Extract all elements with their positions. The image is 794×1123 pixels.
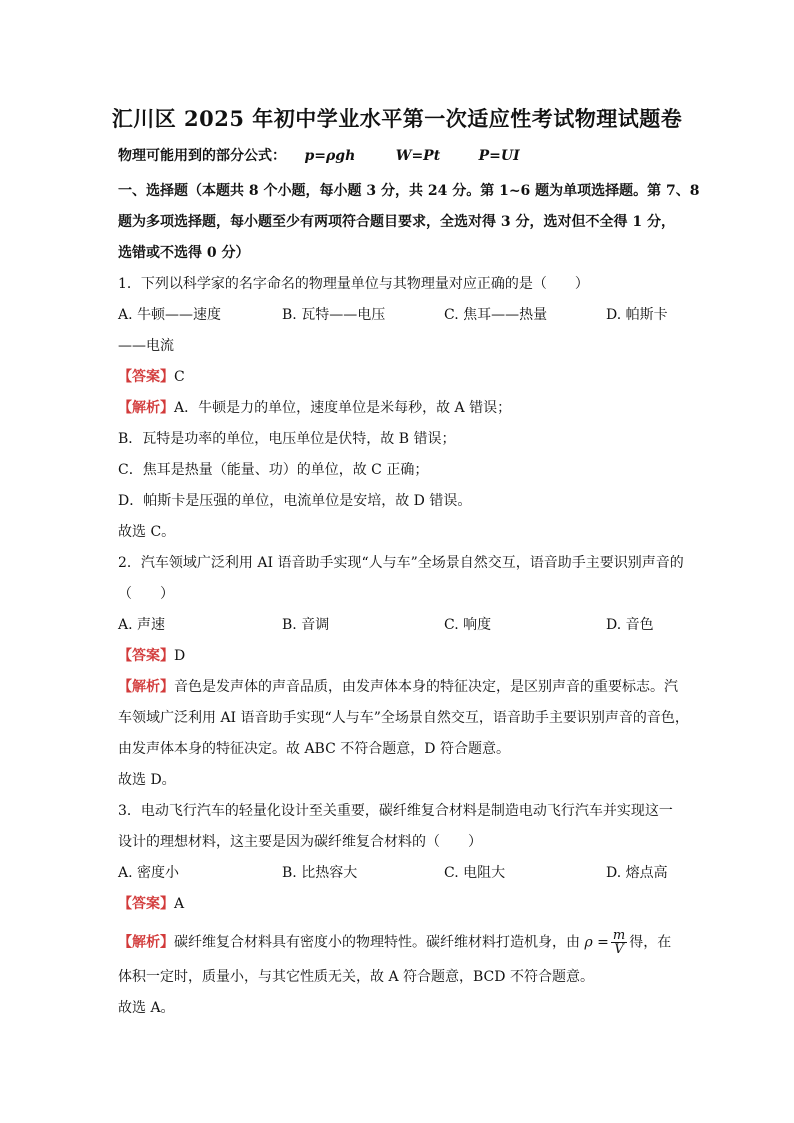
formula-pressure: p=ρgh bbox=[304, 148, 356, 164]
analysis-tag: 【解析】 bbox=[118, 400, 174, 416]
answer-value: A bbox=[174, 896, 185, 912]
q3-answer bbox=[118, 894, 184, 914]
analysis-tag: 【解析】 bbox=[118, 679, 174, 695]
formula-label: 物理可能用到的部分公式： bbox=[118, 148, 286, 164]
q1-analysis-line2: B．瓦特是功率的单位，电压单位是伏特，故 B 错误； bbox=[118, 431, 456, 447]
q2-option-b: B. 音调 bbox=[282, 617, 330, 633]
analysis-tag: 【解析】 bbox=[118, 934, 174, 951]
q2-stem-line1: 2．汽车领域广泛利用 AI 语音助手实现“人与车”全场景自然交互，语音助手主要识别声音的 bbox=[118, 555, 684, 571]
section-header-line3: 选错或不选得 0 分） bbox=[118, 245, 250, 261]
q3-stem-line1: 3．电动飞行汽车的轻量化设计至关重要，碳纤维复合材料是制造电动飞行汽车并实现这一 bbox=[118, 803, 673, 819]
q2-analysis-line3: 由发声体本身的特征决定。故 ABC 不符合题意，D 符合题意。 bbox=[118, 741, 510, 757]
q1-analysis-line4: D．帕斯卡是压强的单位，电流单位是安培，故 D 错误。 bbox=[118, 493, 472, 509]
answer-tag: 【答案】 bbox=[118, 648, 174, 664]
answer-value: C bbox=[174, 369, 185, 385]
answer-tag: 【答案】 bbox=[118, 369, 174, 385]
q1-option-c: C. 焦耳——热量 bbox=[444, 307, 548, 323]
analysis-text: A．牛顿是力的单位，速度单位是米每秒，故 A 错误； bbox=[174, 400, 512, 416]
q2-option-d: D. 音色 bbox=[606, 617, 654, 633]
q3-conclusion: 故选 A。 bbox=[118, 1000, 175, 1016]
q2-stem-line2: （ ） bbox=[118, 586, 174, 602]
q1-option-a: A. 牛顿——速度 bbox=[118, 307, 222, 323]
density-formula-lhs: ρ = bbox=[584, 934, 609, 951]
q3-analysis-line1 bbox=[118, 929, 671, 956]
analysis-text: 音色是发声体的声音品质，由发声体本身的特征决定，是区别声音的重要标志。汽 bbox=[174, 679, 678, 695]
q3-option-b: B. 比热容大 bbox=[282, 865, 358, 881]
q1-stem: 1．下列以科学家的名字命名的物理量单位与其物理量对应正确的是（ ） bbox=[118, 276, 589, 292]
answer-tag: 【答案】 bbox=[118, 896, 174, 912]
q3-stem-line2: 设计的理想材料，这主要是因为碳纤维复合材料的（ ） bbox=[118, 834, 482, 850]
answer-value: D bbox=[174, 648, 186, 664]
q3-analysis-line2: 体积一定时，质量小，与其它性质无关，故 A 符合题意，BCD 不符合题意。 bbox=[118, 969, 594, 985]
q2-conclusion: 故选 D。 bbox=[118, 772, 176, 788]
q3-option-c: C. 电阻大 bbox=[444, 865, 506, 881]
density-fraction bbox=[611, 929, 627, 956]
q2-option-c: C. 响度 bbox=[444, 617, 492, 633]
q2-analysis-line2: 车领域广泛利用 AI 语音助手实现“人与车”全场景自然交互，语音助手主要识别声音的音色， bbox=[118, 710, 689, 726]
fraction-denominator: V bbox=[614, 942, 624, 957]
q3-option-a: A. 密度小 bbox=[118, 865, 180, 881]
q1-analysis-line1 bbox=[118, 398, 511, 418]
q1-option-d: D. 帕斯卡 bbox=[606, 307, 668, 323]
section-header-line2: 题为多项选择题，每小题至少有两项符合题目要求，全选对得 3 分，选对但不全得 1 分， bbox=[118, 214, 675, 230]
q1-option-b: B. 瓦特——电压 bbox=[282, 307, 386, 323]
formula-work: W=Pt bbox=[395, 148, 441, 164]
q1-answer bbox=[118, 367, 185, 387]
formula-power: P=UI bbox=[478, 148, 520, 164]
analysis-text-tail: 得，在 bbox=[629, 934, 672, 951]
q2-analysis-line1 bbox=[118, 677, 678, 697]
q1-analysis-line3: C．焦耳是热量（能量、功）的单位，故 C 正确； bbox=[118, 462, 429, 478]
q1-option-d-continued: ——电流 bbox=[118, 338, 174, 354]
section-header-line1: 一、选择题（本题共 8 个小题，每小题 3 分，共 24 分。第 1~6 题为单项选择题。第 7、8 bbox=[118, 183, 700, 199]
q2-answer bbox=[118, 646, 185, 666]
q3-option-d: D. 熔点高 bbox=[606, 865, 668, 881]
fraction-numerator: m bbox=[612, 928, 626, 943]
page-title: 汇川区 2025 年初中学业水平第一次适应性考试物理试题卷 bbox=[111, 106, 683, 131]
analysis-text: 碳纤维复合材料具有密度小的物理特性。碳纤维材料打造机身，由 bbox=[174, 934, 580, 951]
q2-option-a: A. 声速 bbox=[118, 617, 166, 633]
formula-line bbox=[118, 146, 520, 166]
q1-conclusion: 故选 C。 bbox=[118, 524, 176, 540]
